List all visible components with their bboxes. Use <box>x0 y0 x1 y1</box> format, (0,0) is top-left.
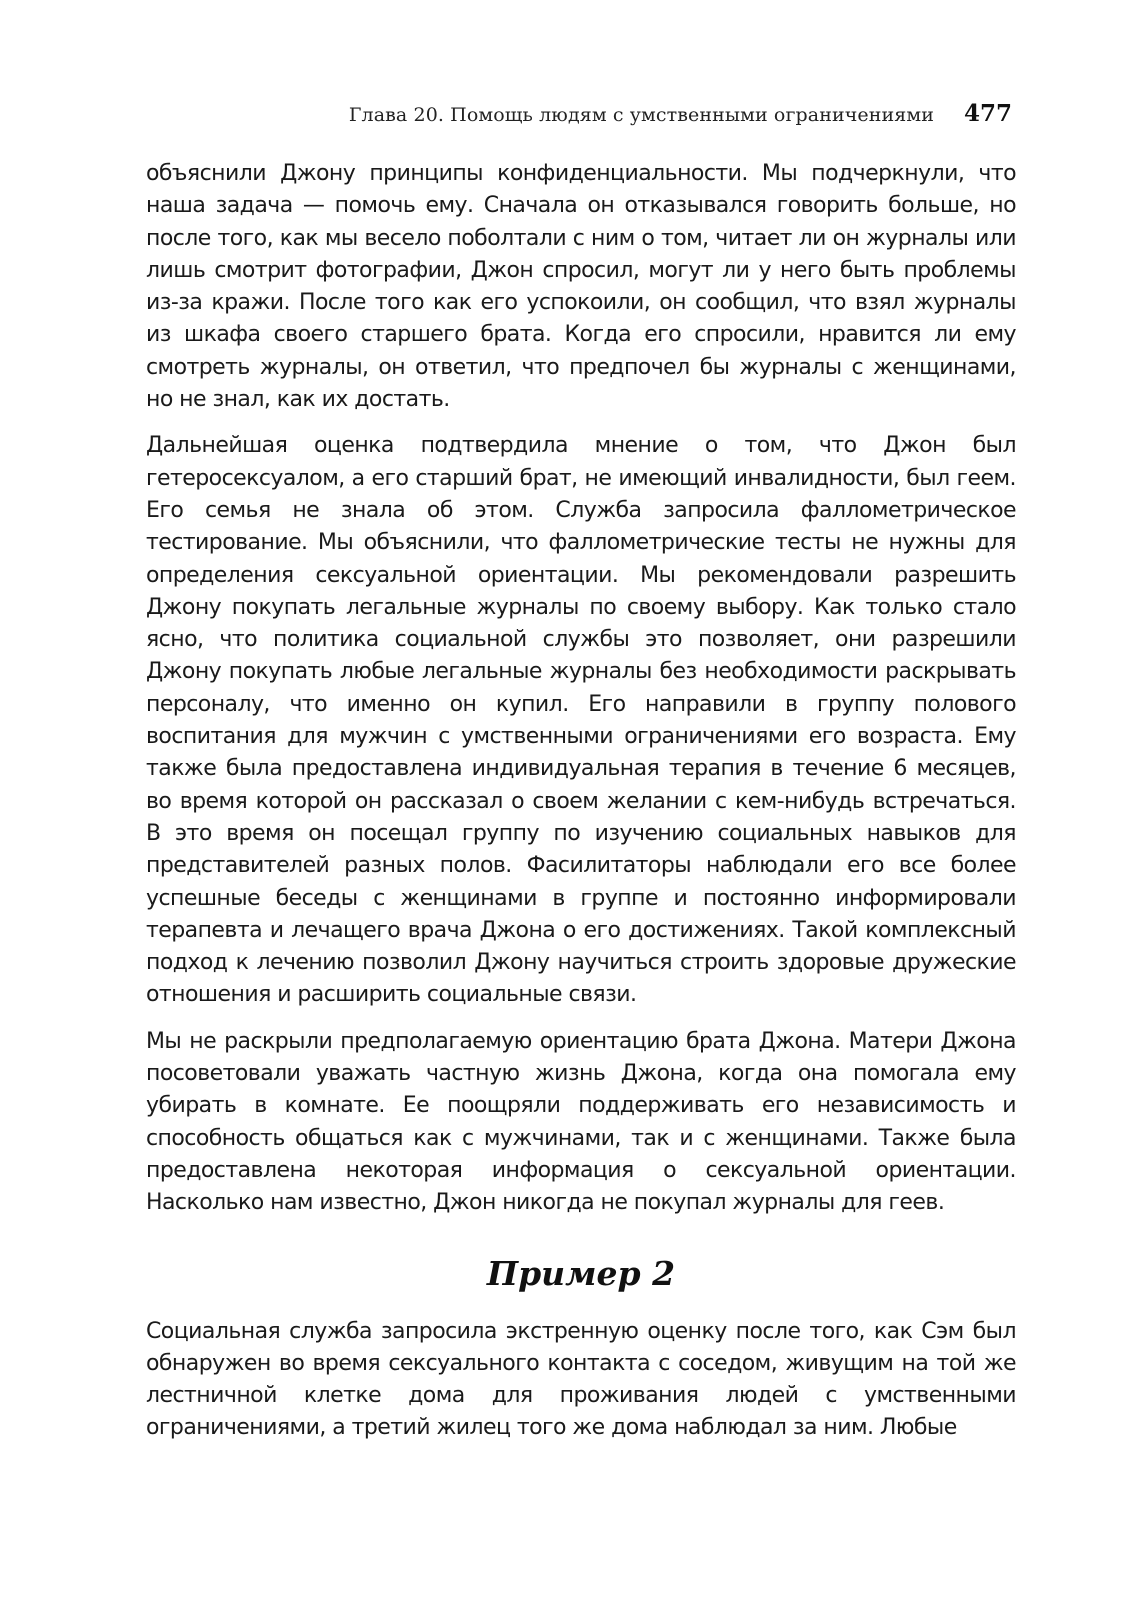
running-title: Глава 20. Помощь людям с умственными ограничениями <box>348 104 934 126</box>
paragraph-1: объяснили Джону принципы конфиденциальности. Мы подчеркнули, что наша задача — помочь ему. Сначала он отказывался говорить больше, но после того, как мы весело поболтали с ним о том, читает ли он журналы или лишь смотрит фотографии, Джон спросил, могут ли у него быть проблемы из-за кражи. После того как его успокоили, он сообщил, что взял журналы из шкафа своего старшего брата. Когда его спросили, нравится ли ему смотреть журналы, он ответил, что предпочел бы журналы с женщинами, но не знал, как их достать. <box>146 161 1016 413</box>
page-number: 477 <box>963 100 1012 127</box>
running-header <box>150 100 1012 136</box>
body-text <box>146 158 1016 1459</box>
paragraph-3: Мы не раскрыли предполагаемую ориентацию брата Джона. Матери Джона посоветовали уважать частную жизнь Джона, когда она помогала ему убирать в комнате. Ее поощряли поддерживать его независимость и способность общаться как с мужчинами, так и с женщинами. Также была предоставлена некоторая информация о сексуальной ориентации. Насколько нам известно, Джон никогда не покупал журналы для геев. <box>146 1028 1016 1216</box>
section-heading: Пример 2 <box>486 1253 676 1293</box>
paragraph-2: Дальнейшая оценка подтвердила мнение о том, что Джон был гетеросексуалом, а его старший брат, не имеющий инвалидности, был геем. Его семья не знала об этом. Служба запросила фаллометрическое тестирование. Мы объяснили, что фаллометрические тесты не нужны для определения сексуальной ориентации. Мы рекомендовали разрешить Джону покупать легальные журналы по своему выбору. Как только стало ясно, что политика социальной службы это позволяет, они разрешили Джону покупать любые легальные журналы без необходимости раскрывать персоналу, что именно он купил. Его направили в группу полового воспитания для мужчин с умственными ограничениями его возраста. Ему также была предоставлена индивидуальная терапия в течение 6 месяцев, во время которой он рассказал о своем желании с кем-нибудь встречаться. В это время он посещал группу по изучению социальных навыков для представителей разных полов. Фасилитаторы наблюдали его все более успешные беседы с женщинами в группе и постоянно информировали терапевта и лечащего врача Джона о его достижениях. Такой комплексный подход к лечению позволил Джону научиться строить здоровые дружеские отношения и расширить социальные связи. <box>146 433 1016 1008</box>
section-paragraph: Социальная служба запросила экстренную оценку после того, как Сэм был обнаружен во время сексуального контакта с соседом, живущим на той же лестничной клетке дома для проживания людей с умственными ограничениями, а третий жилец того же дома наблюдал за ним. Любые <box>146 1318 1016 1441</box>
